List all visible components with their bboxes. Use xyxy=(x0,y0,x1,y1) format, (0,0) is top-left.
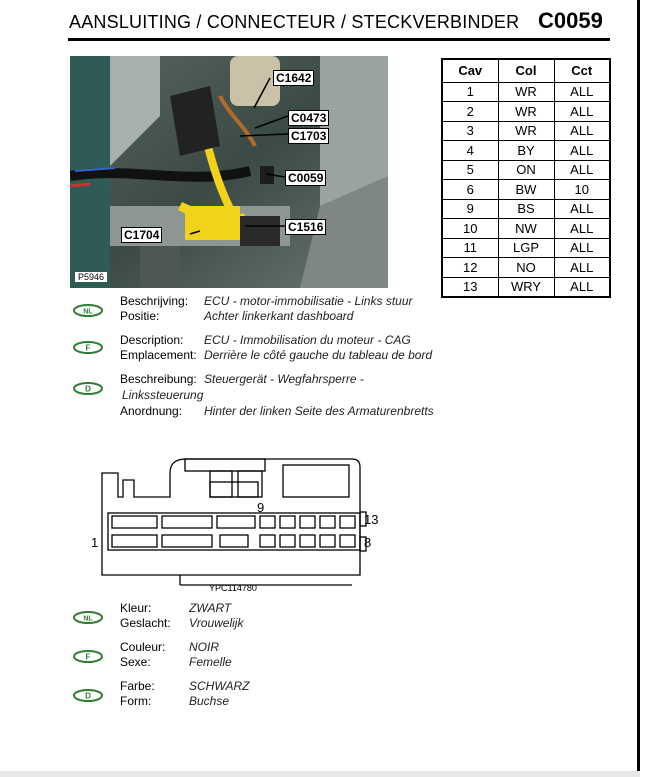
prop-f-value-1: NOIR xyxy=(189,640,219,654)
cell-col: BS xyxy=(498,199,554,219)
cell-cct: ALL xyxy=(554,102,610,122)
callout-c0059: C0059 xyxy=(285,170,326,186)
desc-d-label-1: Beschreibung: xyxy=(120,372,197,386)
cell-cct: ALL xyxy=(554,121,610,141)
prop-nl-label-1: Kleur: xyxy=(120,601,152,615)
prop-d-value-2: Buchse xyxy=(189,694,230,708)
cell-col: WRY xyxy=(498,277,554,297)
callout-c1642: C1642 xyxy=(273,70,314,86)
prop-nl-value-1: ZWART xyxy=(189,601,232,615)
f-badge-icon xyxy=(73,650,103,663)
desc-f-label-2: Emplacement: xyxy=(120,348,197,362)
page-bottom xyxy=(0,771,640,777)
prop-d-label-2: Form: xyxy=(120,694,152,708)
table-row xyxy=(442,258,610,278)
table-row xyxy=(442,199,610,219)
prop-nl-label-2: Geslacht: xyxy=(120,616,171,630)
desc-f-value-1: ECU - Immobilisation du moteur - CAG xyxy=(204,333,411,347)
prop-f-label-1: Couleur: xyxy=(120,640,166,654)
page-title: AANSLUITING / CONNECTEUR / STECKVERBINDER xyxy=(69,12,520,32)
connector-face-diagram xyxy=(90,455,390,590)
cell-cav: 12 xyxy=(442,258,498,278)
table-row xyxy=(442,180,610,200)
cell-cav: 6 xyxy=(442,180,498,200)
cell-cct: ALL xyxy=(554,160,610,180)
d-badge-text: D xyxy=(85,691,91,701)
pin-label-13: 13 xyxy=(364,512,379,527)
desc-nl-value-2: Achter linkerkant dashboard xyxy=(204,309,354,323)
pin-label-8: 8 xyxy=(364,535,372,550)
connector-code: C0059 xyxy=(538,8,603,33)
photo-id: P5946 xyxy=(75,272,107,282)
cell-cct: ALL xyxy=(554,199,610,219)
cell-cct: ALL xyxy=(554,82,610,102)
connector-outline-icon xyxy=(90,455,390,590)
f-badge-icon xyxy=(73,341,103,354)
cell-cav: 9 xyxy=(442,199,498,219)
cell-cav: 3 xyxy=(442,121,498,141)
cell-col: BW xyxy=(498,180,554,200)
f-badge-text: F xyxy=(85,652,91,662)
cell-col: WR xyxy=(498,121,554,141)
desc-d-value-1a: Steuergerät - Wegfahrsperre - xyxy=(204,372,364,386)
nl-badge-icon xyxy=(73,304,103,317)
cell-cav: 1 xyxy=(442,82,498,102)
callout-c1704: C1704 xyxy=(121,227,162,243)
table-header-row xyxy=(442,59,610,82)
cell-cct: ALL xyxy=(554,277,610,297)
cell-col: NO xyxy=(498,258,554,278)
d-badge-text: D xyxy=(85,384,91,394)
table-row xyxy=(442,102,610,122)
desc-nl-value-1: ECU - motor-immobilisatie - Links stuur xyxy=(204,294,413,308)
cell-cct: ALL xyxy=(554,141,610,161)
desc-f-value-2: Derrière le côté gauche du tableau de bord xyxy=(204,348,433,362)
table-row xyxy=(442,238,610,258)
cell-col: LGP xyxy=(498,238,554,258)
cell-cav: 2 xyxy=(442,102,498,122)
header-cct: Cct xyxy=(554,59,610,82)
table-row xyxy=(442,160,610,180)
callout-c1703: C1703 xyxy=(288,128,329,144)
cell-col: BY xyxy=(498,141,554,161)
callout-c0473: C0473 xyxy=(288,110,329,126)
cell-cav: 10 xyxy=(442,219,498,239)
photo-illustration xyxy=(70,56,388,288)
cell-cct: ALL xyxy=(554,258,610,278)
pin-label-1: 1 xyxy=(91,535,99,550)
desc-d-value-1b: Linkssteuerung xyxy=(122,388,204,402)
pin-label-9: 9 xyxy=(257,500,265,515)
prop-f-label-2: Sexe: xyxy=(120,655,151,669)
table-row xyxy=(442,219,610,239)
prop-d-value-1: SCHWARZ xyxy=(189,679,250,693)
cell-cct: ALL xyxy=(554,219,610,239)
nl-badge-text: NL xyxy=(83,308,93,316)
desc-d-label-2: Anordnung: xyxy=(120,404,183,418)
cell-cav: 5 xyxy=(442,160,498,180)
desc-d-value-2: Hinter der linken Seite des Armaturenbretts xyxy=(204,404,434,418)
prop-nl-value-2: Vrouwelijk xyxy=(189,616,244,630)
header-cav: Cav xyxy=(442,59,498,82)
table-row xyxy=(442,277,610,297)
table-row xyxy=(442,141,610,161)
d-badge-icon xyxy=(73,689,103,702)
d-badge-icon xyxy=(73,382,103,395)
cell-cav: 11 xyxy=(442,238,498,258)
nl-badge-text: NL xyxy=(83,615,93,623)
header-col: Col xyxy=(498,59,554,82)
diagram-id: YPC114780 xyxy=(209,583,257,593)
cell-cct: 10 xyxy=(554,180,610,200)
connector-photo xyxy=(70,56,388,288)
cell-cct: ALL xyxy=(554,238,610,258)
table-row xyxy=(442,82,610,102)
f-badge-text: F xyxy=(85,343,91,353)
cell-col: WR xyxy=(498,82,554,102)
prop-d-label-1: Farbe: xyxy=(120,679,155,693)
desc-nl-label-2: Positie: xyxy=(120,309,160,323)
cell-cav: 13 xyxy=(442,277,498,297)
nl-badge-icon xyxy=(73,611,103,624)
cavity-table xyxy=(441,58,611,298)
cell-col: NW xyxy=(498,219,554,239)
desc-nl-label-1: Beschrijving: xyxy=(120,294,189,308)
callout-c1516: C1516 xyxy=(285,219,326,235)
page-edge xyxy=(637,0,640,777)
title-rule xyxy=(68,38,610,41)
cell-col: WR xyxy=(498,102,554,122)
desc-f-label-1: Description: xyxy=(120,333,184,347)
cell-col: ON xyxy=(498,160,554,180)
cell-cav: 4 xyxy=(442,141,498,161)
prop-f-value-2: Femelle xyxy=(189,655,232,669)
table-row xyxy=(442,121,610,141)
